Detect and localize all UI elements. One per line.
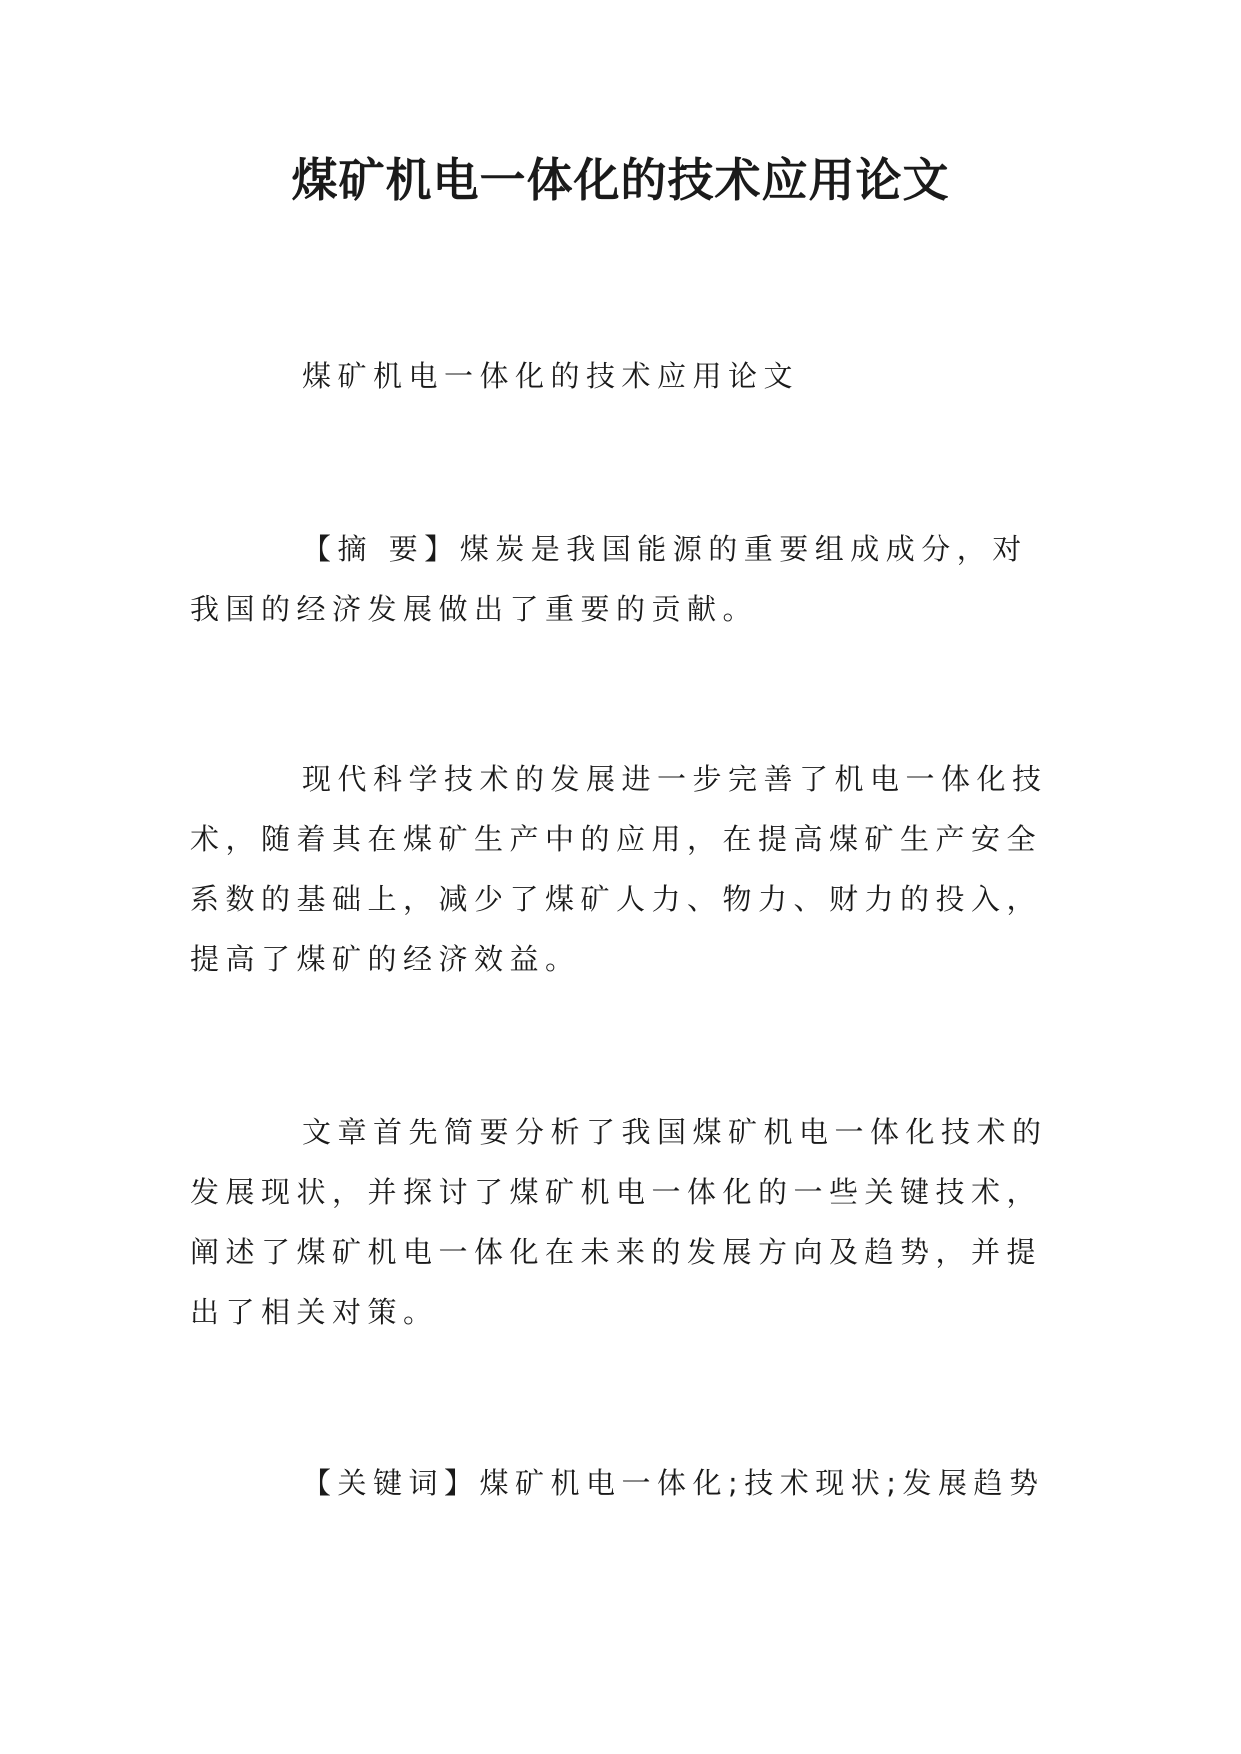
keywords-paragraph: 【关键词】煤矿机电一体化;技术现状;发展趋势 bbox=[302, 1466, 1045, 1500]
page-title: 煤矿机电一体化的技术应用论文 bbox=[291, 153, 950, 207]
body-paragraph-2: 文章首先简要分析了我国煤矿机电一体化技术的发展现状，并探讨了煤矿机电一体化的一些关键技术，阐述了煤矿机电一体化在未来的发展方向及趋势，并提出了相关对策。 bbox=[190, 1115, 1048, 1329]
abstract-paragraph: 【摘 要】煤炭是我国能源的重要组成成分，对我国的经济发展做出了重要的贡献。 bbox=[190, 532, 1028, 626]
document-subtitle: 煤矿机电一体化的技术应用论文 bbox=[302, 359, 800, 393]
body-paragraph-1: 现代科学技术的发展进一步完善了机电一体化技术，随着其在煤矿生产中的应用，在提高煤矿生产安全系数的基础上，减少了煤矿人力、物力、财力的投入，提高了煤矿的经济效益。 bbox=[190, 762, 1048, 976]
